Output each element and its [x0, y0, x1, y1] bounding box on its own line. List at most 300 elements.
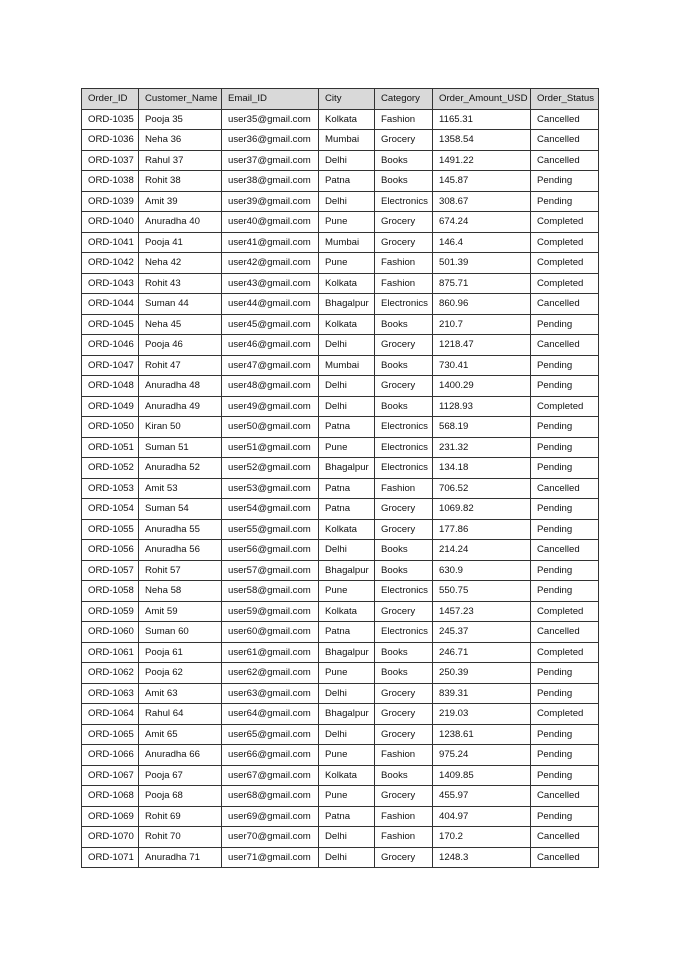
cell-order-id: ORD-1045 [82, 314, 139, 335]
cell-email-id: user56@gmail.com [222, 540, 319, 561]
cell-order-amount: 177.86 [433, 519, 531, 540]
cell-order-id: ORD-1046 [82, 335, 139, 356]
cell-order-id: ORD-1039 [82, 191, 139, 212]
cell-category: Grocery [375, 724, 433, 745]
table-body [82, 109, 599, 868]
cell-city: Bhagalpur [319, 560, 375, 581]
cell-order-amount: 231.32 [433, 437, 531, 458]
cell-email-id: user39@gmail.com [222, 191, 319, 212]
cell-order-status: Pending [531, 806, 599, 827]
cell-order-id: ORD-1063 [82, 683, 139, 704]
table-row [82, 273, 599, 294]
cell-order-status: Pending [531, 499, 599, 520]
cell-order-status: Cancelled [531, 150, 599, 171]
cell-customer-name: Pooja 68 [139, 786, 222, 807]
cell-customer-name: Suman 54 [139, 499, 222, 520]
cell-category: Electronics [375, 622, 433, 643]
cell-customer-name: Pooja 61 [139, 642, 222, 663]
cell-city: Delhi [319, 827, 375, 848]
cell-order-id: ORD-1052 [82, 458, 139, 479]
cell-order-amount: 404.97 [433, 806, 531, 827]
cell-customer-name: Neha 42 [139, 253, 222, 274]
cell-customer-name: Pooja 46 [139, 335, 222, 356]
cell-category: Books [375, 150, 433, 171]
table-row [82, 581, 599, 602]
cell-city: Kolkata [319, 765, 375, 786]
cell-category: Electronics [375, 437, 433, 458]
cell-category: Books [375, 663, 433, 684]
cell-order-amount: 246.71 [433, 642, 531, 663]
cell-order-amount: 245.37 [433, 622, 531, 643]
cell-category: Books [375, 396, 433, 417]
table-row [82, 191, 599, 212]
table-row [82, 540, 599, 561]
cell-order-amount: 674.24 [433, 212, 531, 233]
cell-city: Delhi [319, 724, 375, 745]
table-row [82, 724, 599, 745]
cell-city: Delhi [319, 396, 375, 417]
cell-email-id: user63@gmail.com [222, 683, 319, 704]
cell-email-id: user43@gmail.com [222, 273, 319, 294]
cell-city: Bhagalpur [319, 642, 375, 663]
table-row [82, 601, 599, 622]
cell-email-id: user67@gmail.com [222, 765, 319, 786]
cell-order-amount: 455.97 [433, 786, 531, 807]
cell-order-status: Cancelled [531, 109, 599, 130]
cell-order-status: Cancelled [531, 294, 599, 315]
cell-category: Electronics [375, 294, 433, 315]
cell-order-status: Cancelled [531, 478, 599, 499]
table-row [82, 560, 599, 581]
cell-customer-name: Amit 53 [139, 478, 222, 499]
cell-order-id: ORD-1057 [82, 560, 139, 581]
cell-category: Grocery [375, 786, 433, 807]
cell-order-id: ORD-1058 [82, 581, 139, 602]
cell-order-id: ORD-1047 [82, 355, 139, 376]
cell-order-amount: 214.24 [433, 540, 531, 561]
cell-order-id: ORD-1061 [82, 642, 139, 663]
table-row [82, 847, 599, 868]
table-row [82, 376, 599, 397]
cell-order-status: Completed [531, 273, 599, 294]
cell-email-id: user58@gmail.com [222, 581, 319, 602]
cell-order-status: Pending [531, 417, 599, 438]
cell-city: Kolkata [319, 314, 375, 335]
cell-order-status: Cancelled [531, 540, 599, 561]
cell-email-id: user57@gmail.com [222, 560, 319, 581]
cell-email-id: user41@gmail.com [222, 232, 319, 253]
cell-customer-name: Kiran 50 [139, 417, 222, 438]
cell-order-amount: 568.19 [433, 417, 531, 438]
cell-customer-name: Pooja 41 [139, 232, 222, 253]
cell-email-id: user35@gmail.com [222, 109, 319, 130]
cell-customer-name: Neha 36 [139, 130, 222, 151]
cell-email-id: user59@gmail.com [222, 601, 319, 622]
table-row [82, 827, 599, 848]
cell-order-status: Pending [531, 581, 599, 602]
cell-city: Pune [319, 786, 375, 807]
cell-category: Books [375, 314, 433, 335]
column-header-customer-name: Customer_Name [139, 89, 222, 110]
cell-order-id: ORD-1067 [82, 765, 139, 786]
cell-customer-name: Anuradha 48 [139, 376, 222, 397]
cell-order-id: ORD-1037 [82, 150, 139, 171]
cell-category: Grocery [375, 335, 433, 356]
cell-order-status: Cancelled [531, 827, 599, 848]
table-row [82, 663, 599, 684]
cell-order-status: Pending [531, 314, 599, 335]
cell-order-status: Pending [531, 519, 599, 540]
cell-city: Bhagalpur [319, 458, 375, 479]
cell-customer-name: Anuradha 56 [139, 540, 222, 561]
cell-email-id: user36@gmail.com [222, 130, 319, 151]
table-row [82, 355, 599, 376]
cell-order-status: Cancelled [531, 786, 599, 807]
cell-category: Books [375, 540, 433, 561]
cell-city: Pune [319, 745, 375, 766]
table-row [82, 150, 599, 171]
cell-email-id: user68@gmail.com [222, 786, 319, 807]
cell-email-id: user40@gmail.com [222, 212, 319, 233]
cell-city: Delhi [319, 191, 375, 212]
cell-order-id: ORD-1055 [82, 519, 139, 540]
cell-order-status: Pending [531, 191, 599, 212]
cell-order-id: ORD-1054 [82, 499, 139, 520]
table-row [82, 458, 599, 479]
cell-customer-name: Rohit 57 [139, 560, 222, 581]
cell-category: Electronics [375, 191, 433, 212]
table-row [82, 437, 599, 458]
cell-category: Grocery [375, 376, 433, 397]
table-row [82, 499, 599, 520]
cell-city: Pune [319, 663, 375, 684]
cell-city: Mumbai [319, 130, 375, 151]
cell-category: Fashion [375, 253, 433, 274]
cell-email-id: user42@gmail.com [222, 253, 319, 274]
cell-category: Fashion [375, 806, 433, 827]
cell-order-amount: 839.31 [433, 683, 531, 704]
cell-category: Grocery [375, 212, 433, 233]
cell-order-id: ORD-1068 [82, 786, 139, 807]
cell-city: Kolkata [319, 601, 375, 622]
cell-order-id: ORD-1042 [82, 253, 139, 274]
cell-order-status: Completed [531, 212, 599, 233]
cell-order-amount: 1165.31 [433, 109, 531, 130]
cell-city: Delhi [319, 540, 375, 561]
cell-order-id: ORD-1036 [82, 130, 139, 151]
cell-email-id: user60@gmail.com [222, 622, 319, 643]
cell-order-id: ORD-1069 [82, 806, 139, 827]
cell-order-status: Pending [531, 437, 599, 458]
cell-order-status: Cancelled [531, 847, 599, 868]
cell-order-id: ORD-1051 [82, 437, 139, 458]
cell-email-id: user66@gmail.com [222, 745, 319, 766]
cell-city: Mumbai [319, 355, 375, 376]
table-header [82, 89, 599, 110]
cell-category: Electronics [375, 417, 433, 438]
cell-customer-name: Anuradha 40 [139, 212, 222, 233]
cell-email-id: user52@gmail.com [222, 458, 319, 479]
cell-order-status: Completed [531, 253, 599, 274]
cell-email-id: user46@gmail.com [222, 335, 319, 356]
cell-category: Grocery [375, 601, 433, 622]
cell-customer-name: Pooja 62 [139, 663, 222, 684]
cell-city: Kolkata [319, 519, 375, 540]
cell-city: Pune [319, 581, 375, 602]
cell-order-id: ORD-1062 [82, 663, 139, 684]
cell-order-amount: 250.39 [433, 663, 531, 684]
cell-email-id: user61@gmail.com [222, 642, 319, 663]
table-row [82, 478, 599, 499]
cell-order-amount: 730.41 [433, 355, 531, 376]
cell-category: Grocery [375, 499, 433, 520]
cell-order-amount: 1238.61 [433, 724, 531, 745]
cell-email-id: user62@gmail.com [222, 663, 319, 684]
table-row [82, 642, 599, 663]
cell-category: Fashion [375, 109, 433, 130]
cell-city: Delhi [319, 847, 375, 868]
cell-category: Grocery [375, 704, 433, 725]
cell-email-id: user55@gmail.com [222, 519, 319, 540]
cell-category: Grocery [375, 683, 433, 704]
cell-order-status: Pending [531, 171, 599, 192]
table-row [82, 314, 599, 335]
cell-customer-name: Suman 51 [139, 437, 222, 458]
cell-customer-name: Anuradha 49 [139, 396, 222, 417]
table-row [82, 212, 599, 233]
cell-order-amount: 219.03 [433, 704, 531, 725]
table-row [82, 417, 599, 438]
cell-city: Pune [319, 253, 375, 274]
cell-order-id: ORD-1059 [82, 601, 139, 622]
cell-order-amount: 146.4 [433, 232, 531, 253]
cell-order-amount: 860.96 [433, 294, 531, 315]
cell-order-amount: 1358.54 [433, 130, 531, 151]
table-row [82, 335, 599, 356]
cell-order-amount: 308.67 [433, 191, 531, 212]
cell-order-id: ORD-1050 [82, 417, 139, 438]
cell-order-status: Pending [531, 560, 599, 581]
cell-order-id: ORD-1044 [82, 294, 139, 315]
cell-category: Fashion [375, 827, 433, 848]
cell-order-id: ORD-1041 [82, 232, 139, 253]
cell-customer-name: Suman 60 [139, 622, 222, 643]
cell-city: Mumbai [319, 232, 375, 253]
cell-email-id: user44@gmail.com [222, 294, 319, 315]
column-header-city: City [319, 89, 375, 110]
cell-category: Books [375, 642, 433, 663]
cell-email-id: user37@gmail.com [222, 150, 319, 171]
cell-category: Books [375, 765, 433, 786]
cell-city: Delhi [319, 376, 375, 397]
cell-customer-name: Rohit 38 [139, 171, 222, 192]
cell-category: Books [375, 560, 433, 581]
cell-city: Patna [319, 171, 375, 192]
cell-order-amount: 1218.47 [433, 335, 531, 356]
cell-city: Patna [319, 622, 375, 643]
cell-city: Delhi [319, 335, 375, 356]
cell-order-id: ORD-1035 [82, 109, 139, 130]
cell-order-status: Cancelled [531, 335, 599, 356]
cell-email-id: user45@gmail.com [222, 314, 319, 335]
cell-email-id: user70@gmail.com [222, 827, 319, 848]
cell-email-id: user48@gmail.com [222, 376, 319, 397]
table-row [82, 109, 599, 130]
cell-order-amount: 134.18 [433, 458, 531, 479]
cell-order-amount: 1248.3 [433, 847, 531, 868]
cell-category: Grocery [375, 130, 433, 151]
cell-order-id: ORD-1038 [82, 171, 139, 192]
cell-email-id: user38@gmail.com [222, 171, 319, 192]
cell-order-amount: 630.9 [433, 560, 531, 581]
cell-email-id: user65@gmail.com [222, 724, 319, 745]
cell-customer-name: Rohit 69 [139, 806, 222, 827]
column-header-order-id: Order_ID [82, 89, 139, 110]
table-row [82, 704, 599, 725]
cell-order-id: ORD-1048 [82, 376, 139, 397]
cell-city: Bhagalpur [319, 704, 375, 725]
cell-category: Fashion [375, 478, 433, 499]
cell-order-status: Completed [531, 232, 599, 253]
cell-customer-name: Amit 59 [139, 601, 222, 622]
column-header-order-status: Order_Status [531, 89, 599, 110]
cell-customer-name: Rohit 43 [139, 273, 222, 294]
cell-city: Kolkata [319, 109, 375, 130]
table-row [82, 130, 599, 151]
table-row [82, 396, 599, 417]
cell-order-status: Pending [531, 765, 599, 786]
table-row [82, 745, 599, 766]
table-row [82, 519, 599, 540]
cell-email-id: user54@gmail.com [222, 499, 319, 520]
cell-order-status: Completed [531, 601, 599, 622]
table-row [82, 683, 599, 704]
cell-customer-name: Pooja 67 [139, 765, 222, 786]
cell-order-status: Pending [531, 376, 599, 397]
cell-email-id: user47@gmail.com [222, 355, 319, 376]
cell-customer-name: Anuradha 66 [139, 745, 222, 766]
cell-order-status: Pending [531, 683, 599, 704]
cell-customer-name: Rahul 64 [139, 704, 222, 725]
cell-customer-name: Rahul 37 [139, 150, 222, 171]
table-row [82, 806, 599, 827]
cell-email-id: user64@gmail.com [222, 704, 319, 725]
cell-order-id: ORD-1064 [82, 704, 139, 725]
cell-order-id: ORD-1053 [82, 478, 139, 499]
cell-email-id: user71@gmail.com [222, 847, 319, 868]
cell-order-id: ORD-1060 [82, 622, 139, 643]
cell-city: Bhagalpur [319, 294, 375, 315]
cell-customer-name: Rohit 47 [139, 355, 222, 376]
cell-order-amount: 706.52 [433, 478, 531, 499]
cell-order-amount: 1409.85 [433, 765, 531, 786]
cell-order-amount: 210.7 [433, 314, 531, 335]
cell-customer-name: Anuradha 52 [139, 458, 222, 479]
table-row [82, 786, 599, 807]
cell-category: Electronics [375, 458, 433, 479]
cell-city: Patna [319, 499, 375, 520]
table-row [82, 622, 599, 643]
cell-category: Fashion [375, 273, 433, 294]
cell-city: Patna [319, 417, 375, 438]
cell-category: Electronics [375, 581, 433, 602]
table-row [82, 765, 599, 786]
cell-city: Patna [319, 806, 375, 827]
cell-city: Pune [319, 212, 375, 233]
column-header-email-id: Email_ID [222, 89, 319, 110]
cell-email-id: user53@gmail.com [222, 478, 319, 499]
cell-order-amount: 1491.22 [433, 150, 531, 171]
cell-category: Grocery [375, 847, 433, 868]
cell-email-id: user51@gmail.com [222, 437, 319, 458]
cell-customer-name: Anuradha 71 [139, 847, 222, 868]
cell-city: Pune [319, 437, 375, 458]
cell-category: Books [375, 355, 433, 376]
cell-order-status: Completed [531, 396, 599, 417]
cell-order-id: ORD-1049 [82, 396, 139, 417]
cell-order-status: Completed [531, 642, 599, 663]
cell-order-amount: 1069.82 [433, 499, 531, 520]
cell-customer-name: Neha 58 [139, 581, 222, 602]
cell-order-status: Pending [531, 663, 599, 684]
cell-customer-name: Amit 39 [139, 191, 222, 212]
cell-order-id: ORD-1070 [82, 827, 139, 848]
cell-order-amount: 1400.29 [433, 376, 531, 397]
cell-email-id: user69@gmail.com [222, 806, 319, 827]
cell-order-status: Completed [531, 704, 599, 725]
orders-table [81, 88, 599, 868]
cell-city: Delhi [319, 150, 375, 171]
cell-order-status: Pending [531, 745, 599, 766]
cell-order-amount: 501.39 [433, 253, 531, 274]
cell-city: Patna [319, 478, 375, 499]
column-header-category: Category [375, 89, 433, 110]
cell-order-status: Cancelled [531, 622, 599, 643]
column-header-order-amount: Order_Amount_USD [433, 89, 531, 110]
cell-order-id: ORD-1066 [82, 745, 139, 766]
cell-order-amount: 1457.23 [433, 601, 531, 622]
cell-customer-name: Amit 63 [139, 683, 222, 704]
cell-order-amount: 875.71 [433, 273, 531, 294]
cell-category: Books [375, 171, 433, 192]
table-row [82, 232, 599, 253]
cell-customer-name: Pooja 35 [139, 109, 222, 130]
cell-order-amount: 975.24 [433, 745, 531, 766]
cell-order-amount: 170.2 [433, 827, 531, 848]
cell-order-status: Pending [531, 724, 599, 745]
cell-city: Delhi [319, 683, 375, 704]
cell-order-id: ORD-1065 [82, 724, 139, 745]
cell-category: Fashion [375, 745, 433, 766]
cell-customer-name: Neha 45 [139, 314, 222, 335]
cell-customer-name: Amit 65 [139, 724, 222, 745]
cell-email-id: user50@gmail.com [222, 417, 319, 438]
cell-category: Grocery [375, 519, 433, 540]
cell-category: Grocery [375, 232, 433, 253]
table-row [82, 253, 599, 274]
cell-customer-name: Suman 44 [139, 294, 222, 315]
cell-customer-name: Anuradha 55 [139, 519, 222, 540]
cell-order-amount: 145.87 [433, 171, 531, 192]
header-row [82, 89, 599, 110]
cell-order-status: Pending [531, 355, 599, 376]
cell-order-id: ORD-1040 [82, 212, 139, 233]
cell-order-status: Cancelled [531, 130, 599, 151]
cell-order-amount: 550.75 [433, 581, 531, 602]
cell-order-status: Pending [531, 458, 599, 479]
table-row [82, 294, 599, 315]
cell-order-id: ORD-1071 [82, 847, 139, 868]
